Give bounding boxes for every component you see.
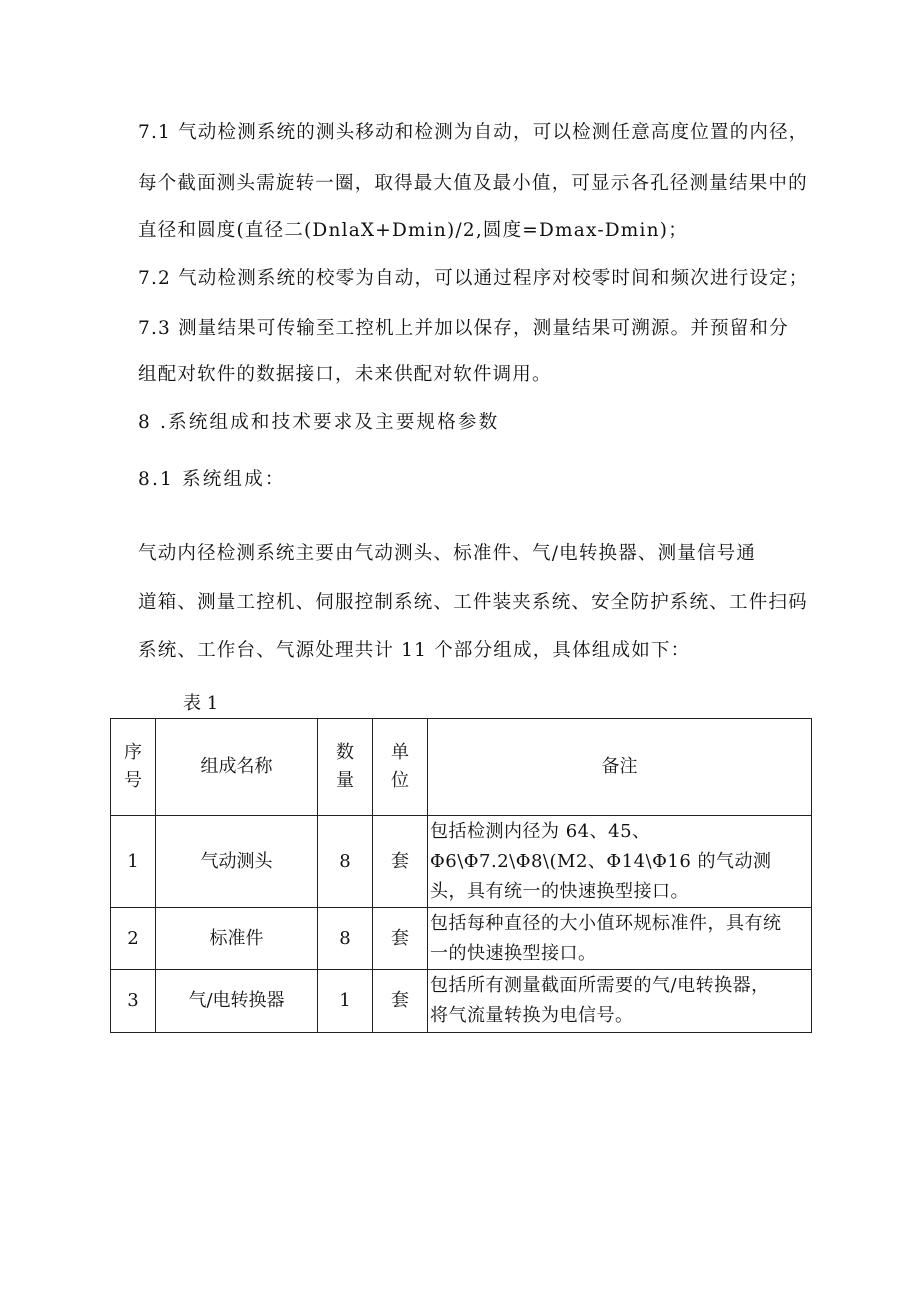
row-3-qty: 1 bbox=[318, 970, 373, 1033]
header-name: 组成名称 bbox=[156, 719, 318, 816]
paragraph-7-3-line-1: 7.3 测量结果可传输至工控机上并加以保存，测量结果可溯源。并预留和分 bbox=[138, 318, 789, 339]
row-2-name: 标准件 bbox=[156, 908, 318, 970]
intro-paragraph-line-2: 道箱、测量工控机、伺服控制系统、工件装夹系统、安全防护系统、工件扫码 bbox=[138, 592, 808, 613]
row-3-seq: 3 bbox=[111, 970, 156, 1033]
row-3-remark: 包括所有测量截面所需要的气/电转换器， 将气流量转换为电信号。 bbox=[428, 970, 812, 1033]
row-2-remark: 包括每种直径的大小值环规标准件，具有统 一的快速换型接口。 bbox=[428, 908, 812, 970]
table-header-row bbox=[111, 719, 812, 816]
row-1-name: 气动测头 bbox=[156, 816, 318, 908]
row-3-unit: 套 bbox=[373, 970, 428, 1033]
row-1-seq: 1 bbox=[111, 816, 156, 908]
table-row bbox=[111, 970, 812, 1033]
table-row bbox=[111, 816, 812, 908]
row-1-remark: 包括检测内径为 64、45、 Φ6\Φ7.2\Φ8\(M2、Φ14\Φ16 的气动测 头，具有统一的快速换型接口。 bbox=[428, 816, 812, 908]
paragraph-7-1-line-2: 每个截面测头需旋转一圈，取得最大值及最小值，可显示各孔径测量结果中的 bbox=[138, 173, 808, 194]
intro-paragraph-line-3: 系统、工作台、气源处理共计 11 个部分组成，具体组成如下： bbox=[138, 640, 691, 661]
header-unit: 单 位 bbox=[373, 719, 428, 816]
table-caption: 表 1 bbox=[183, 693, 219, 714]
intro-paragraph-line-1: 气动内径检测系统主要由气动测头、标准件、气/电转换器、测量信号通 bbox=[138, 543, 757, 564]
row-3-name: 气/电转换器 bbox=[156, 970, 318, 1033]
row-2-seq: 2 bbox=[111, 908, 156, 970]
paragraph-7-2: 7.2 气动检测系统的校零为自动，可以通过程序对校零时间和频次进行设定； bbox=[138, 268, 809, 289]
paragraph-7-1-line-3: 直径和圆度(直径二(DnlaX+Dmin)/2,圆度=Dmax-Dmin)； bbox=[138, 220, 688, 241]
row-2-unit: 套 bbox=[373, 908, 428, 970]
section-8-heading: 8 .系统组成和技术要求及主要规格参数 bbox=[138, 412, 500, 433]
row-1-qty: 8 bbox=[318, 816, 373, 908]
paragraph-7-1-line-1: 7.1 气动检测系统的测头移动和检测为自动，可以检测任意高度位置的内径， bbox=[138, 122, 809, 143]
header-remark: 备注 bbox=[428, 719, 812, 816]
header-qty: 数 量 bbox=[318, 719, 373, 816]
composition-table bbox=[110, 718, 812, 1033]
paragraph-7-3-line-2: 组配对软件的数据接口，未来供配对软件调用。 bbox=[138, 364, 552, 385]
row-2-qty: 8 bbox=[318, 908, 373, 970]
header-seq: 序 号 bbox=[111, 719, 156, 816]
table-row bbox=[111, 908, 812, 970]
row-1-unit: 套 bbox=[373, 816, 428, 908]
section-8-1-heading: 8.1 系统组成： bbox=[138, 469, 286, 490]
